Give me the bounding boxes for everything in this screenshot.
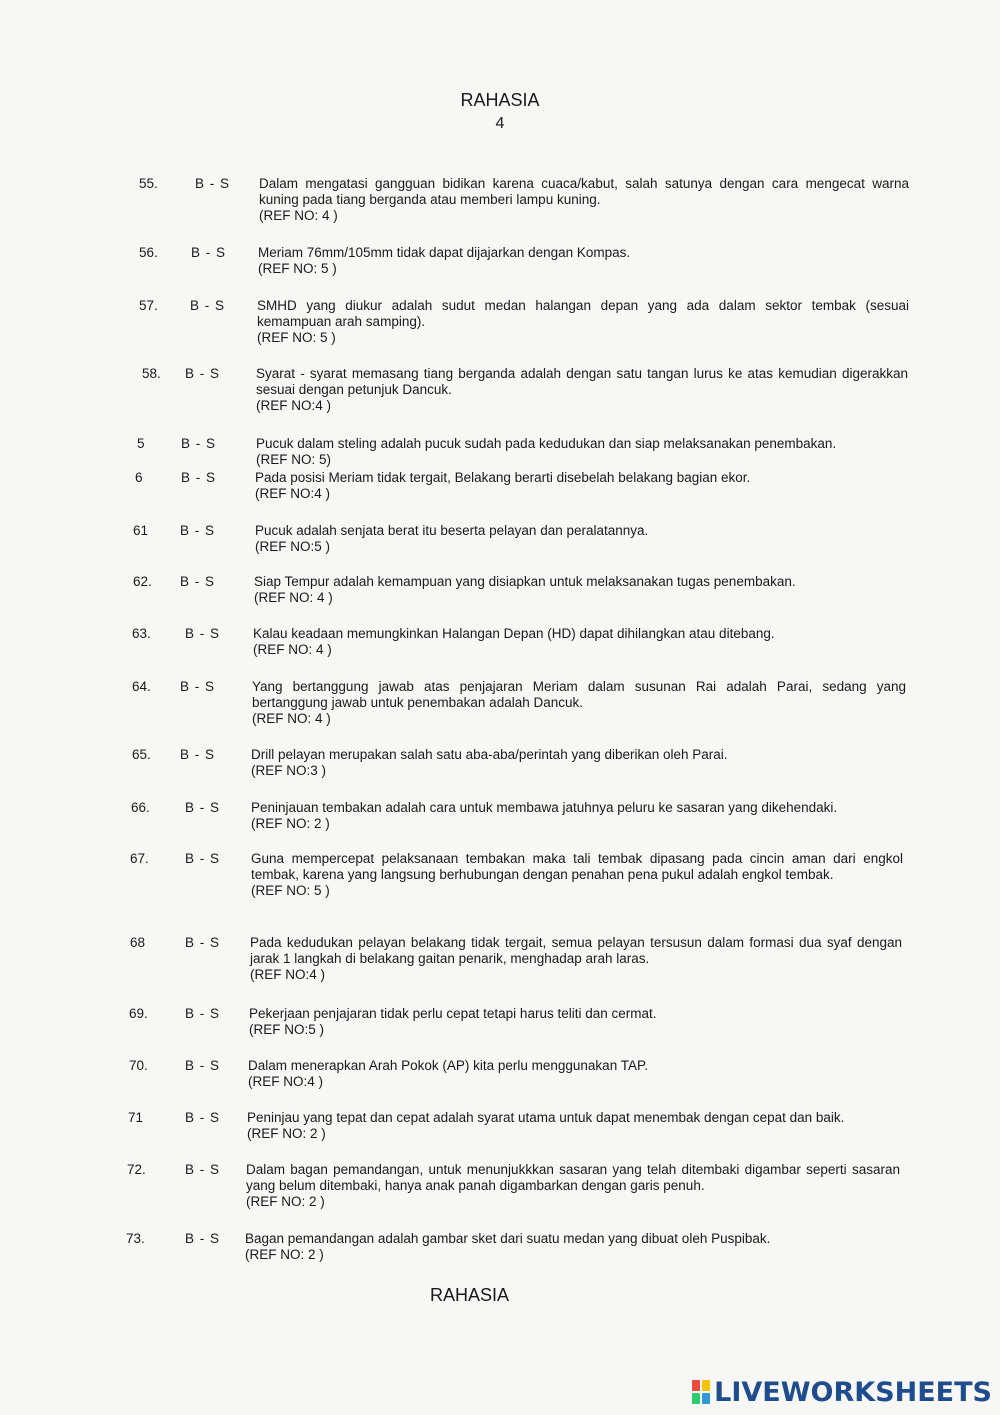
question-statement: Pucuk dalam steling adalah pucuk sudah pada kedudukan dan siap melaksanakan penembakan. <box>256 436 837 451</box>
question-statement: Pada posisi Meriam tidak tergait, Belakang berarti disebelah belakang bagian ekor. <box>255 470 751 485</box>
question-number: 67. <box>130 851 149 866</box>
reference-number: (REF NO: 5 ) <box>251 883 330 898</box>
true-false-choice[interactable]: B - S <box>180 574 216 589</box>
question-number: 65. <box>132 747 151 762</box>
true-false-choice[interactable]: B - S <box>185 1006 221 1021</box>
page-header-title: RAHASIA <box>460 90 540 110</box>
reference-number: (REF NO:5 ) <box>249 1022 325 1037</box>
question-statement: Pada kedudukan pelayan belakang tidak tergait, semua pelayan tersusun dalam formasi dua syaf dengan jarak 1 langkah di belakang gaitan penarik, menghadap arah laras. <box>250 935 902 966</box>
question-statement: Dalam menerapkan Arah Pokok (AP) kita perlu menggunakan TAP. <box>248 1058 648 1073</box>
question-statement: Bagan pemandangan adalah gambar sket dari suatu medan yang dibuat oleh Puspibak. <box>245 1231 771 1246</box>
question-text-block <box>257 298 909 346</box>
question-statement: Syarat - syarat memasang tiang berganda adalah dengan satu tangan lurus ke atas kemudian digerakkan sesuai dengan petunjuk Dancuk. <box>256 366 908 397</box>
reference-number: (REF NO: 2 ) <box>247 1126 326 1141</box>
question-statement: Pucuk adalah senjata berat itu beserta pelayan dan peralatannya. <box>255 523 649 538</box>
true-false-choice[interactable]: B - S <box>185 626 221 641</box>
question-statement: Dalam mengatasi gangguan bidikan karena cuaca/kabut, salah satunya dengan cara mengecat warna kuning pada tiang berganda atau memberi lampu kuning. <box>259 176 909 207</box>
question-text-block <box>249 1006 899 1038</box>
question-text-block <box>255 523 905 555</box>
question-number: 66. <box>131 800 150 815</box>
question-statement: Pekerjaan penjajaran tidak perlu cepat tetapi harus teliti dan cermat. <box>249 1006 657 1021</box>
question-statement: Kalau keadaan memungkinkan Halangan Depan (HD) dapat dihilangkan atau ditebang. <box>253 626 775 641</box>
question-text-block <box>258 245 908 277</box>
question-number: 56. <box>139 245 158 260</box>
question-text-block <box>259 176 909 224</box>
question-text-block <box>246 1162 900 1210</box>
reference-number: (REF NO:3 ) <box>251 763 327 778</box>
question-number: 61 <box>133 523 149 538</box>
liveworksheets-logo[interactable] <box>692 1374 992 1410</box>
true-false-choice[interactable]: B - S <box>185 1231 221 1246</box>
reference-number: (REF NO:4 ) <box>256 398 332 413</box>
reference-number: (REF NO: 4 ) <box>252 711 331 726</box>
question-statement: Yang bertanggung jawab atas penjajaran Meriam dalam susunan Rai adalah Parai, sedang yang bertanggung jawab untuk penembakan adalah Dancuk. <box>252 679 906 710</box>
question-statement: Drill pelayan merupakan salah satu aba-aba/perintah yang diberikan oleh Parai. <box>251 747 728 762</box>
true-false-choice[interactable]: B - S <box>181 470 217 485</box>
question-text-block <box>256 436 906 468</box>
question-text-block <box>250 935 902 983</box>
reference-number: (REF NO: 4 ) <box>259 208 338 223</box>
question-number: 57. <box>139 298 158 313</box>
question-text-block <box>248 1058 898 1090</box>
question-statement: Peninjau yang tepat dan cepat adalah syarat utama untuk dapat menembak dengan cepat dan baik. <box>247 1110 845 1125</box>
reference-number: (REF NO: 2 ) <box>251 816 330 831</box>
question-statement: Guna mempercepat pelaksanaan tembakan maka tali tembak dipasang pada cincin aman dari engkol tembak, karena yang langsung berhubungan dengan penahan pena pukul adalah engkol tembak. <box>251 851 903 882</box>
question-statement: Siap Tempur adalah kemampuan yang disiapkan untuk melaksanakan tugas penembakan. <box>254 574 796 589</box>
question-statement: Peninjauan tembakan adalah cara untuk membawa jatuhnya peluru ke sasaran yang dikehendaki. <box>251 800 838 815</box>
page-number: 4 <box>495 115 505 132</box>
question-text-block <box>251 800 901 832</box>
true-false-choice[interactable]: B - S <box>180 679 216 694</box>
question-number: 70. <box>129 1058 148 1073</box>
question-text-block <box>247 1110 900 1142</box>
question-text-block <box>253 626 903 658</box>
true-false-choice[interactable]: B - S <box>180 747 216 762</box>
question-number: 6 <box>135 470 143 485</box>
page-footer: RAHASIA <box>430 1285 510 1305</box>
reference-number: (REF NO: 2 ) <box>246 1194 325 1209</box>
true-false-choice[interactable]: B - S <box>185 851 221 866</box>
question-statement: Dalam bagan pemandangan, untuk menunjukkkan sasaran yang telah ditembaki digambar seperti sasaran yang belum ditembaki, hanya anak panah digambarkan dengan garis penuh. <box>246 1162 900 1193</box>
true-false-choice[interactable]: B - S <box>185 800 221 815</box>
reference-number: (REF NO: 4 ) <box>253 642 332 657</box>
question-text-block <box>252 679 906 727</box>
reference-number: (REF NO: 2 ) <box>245 1247 324 1262</box>
question-number: 62. <box>133 574 152 589</box>
true-false-choice[interactable]: B - S <box>191 245 227 260</box>
question-text-block <box>256 366 908 414</box>
question-number: 69. <box>129 1006 148 1021</box>
reference-number: (REF NO:4 ) <box>248 1074 324 1089</box>
question-number: 5 <box>137 436 145 451</box>
true-false-choice[interactable]: B - S <box>185 1162 221 1177</box>
question-number: 63. <box>132 626 151 641</box>
question-text-block <box>254 574 904 606</box>
question-statement: Meriam 76mm/105mm tidak dapat dijajarkan dengan Kompas. <box>258 245 631 260</box>
question-number: 55. <box>139 176 158 191</box>
reference-number: (REF NO:4 ) <box>255 486 331 501</box>
reference-number: (REF NO:5 ) <box>255 539 331 554</box>
question-text-block <box>255 470 905 502</box>
logo-text: LIVEWORKSHEETS <box>714 1376 992 1408</box>
true-false-choice[interactable]: B - S <box>185 1058 221 1073</box>
question-number: 64. <box>132 679 151 694</box>
question-text-block <box>251 747 901 779</box>
question-text-block <box>251 851 903 899</box>
true-false-choice[interactable]: B - S <box>185 366 221 381</box>
question-number: 72. <box>127 1162 146 1177</box>
true-false-choice[interactable]: B - S <box>195 176 231 191</box>
question-number: 71 <box>128 1110 144 1125</box>
question-text-block <box>245 1231 895 1263</box>
question-number: 58. <box>142 366 161 381</box>
question-statement: SMHD yang diukur adalah sudut medan halangan depan yang ada dalam sektor tembak (sesuai kemampuan arah samping). <box>257 298 909 329</box>
reference-number: (REF NO:4 ) <box>250 967 326 982</box>
reference-number: (REF NO: 5 ) <box>258 261 337 276</box>
true-false-choice[interactable]: B - S <box>190 298 226 313</box>
logo-icon <box>692 1380 710 1404</box>
true-false-choice[interactable]: B - S <box>185 1110 221 1125</box>
true-false-choice[interactable]: B - S <box>181 436 217 451</box>
true-false-choice[interactable]: B - S <box>185 935 221 950</box>
question-number: 68 <box>130 935 146 950</box>
true-false-choice[interactable]: B - S <box>180 523 216 538</box>
reference-number: (REF NO: 4 ) <box>254 590 333 605</box>
reference-number: (REF NO: 5 ) <box>257 330 336 345</box>
reference-number: (REF NO: 5) <box>256 452 332 467</box>
question-number: 73. <box>126 1231 145 1246</box>
